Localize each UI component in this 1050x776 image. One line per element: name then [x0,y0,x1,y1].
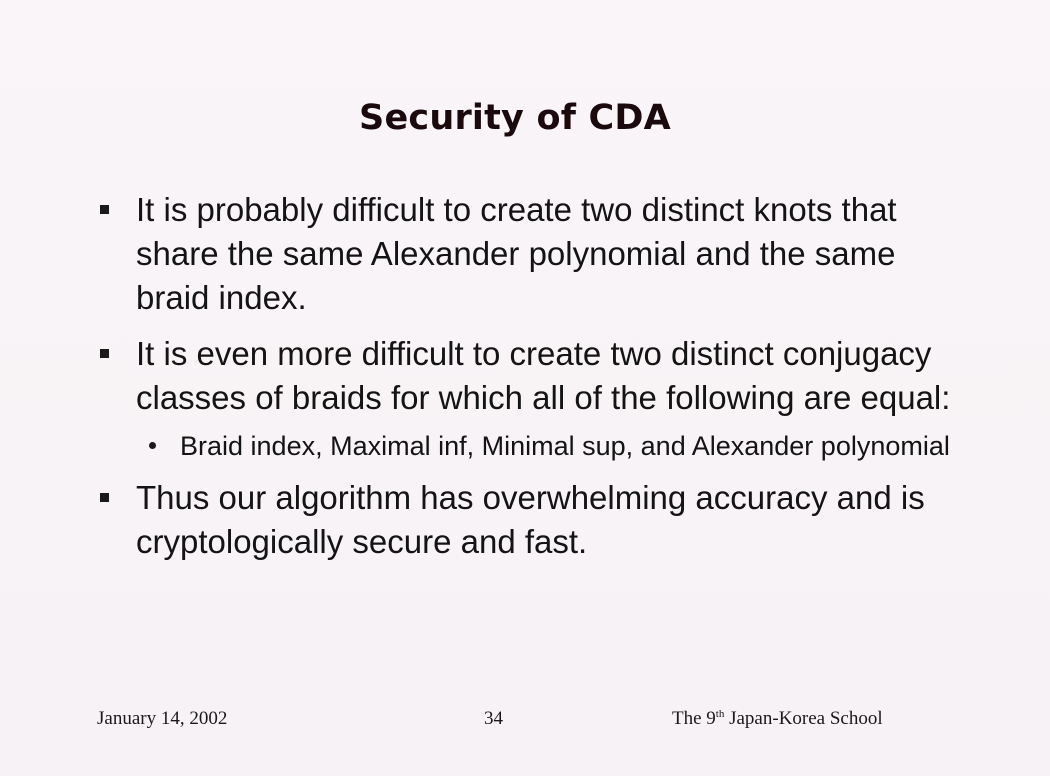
bullet-item [96,476,956,564]
square-bullet-icon [100,493,109,502]
bullet-text: It is even more difficult to create two distinct conjugacy classes of braids for which all of the following are equal: [136,335,951,416]
bullet-item [96,332,956,464]
footer-school-ordinal: th [715,708,725,720]
bullet-list [96,188,956,576]
slide-title: Security of CDA [359,98,671,138]
square-bullet-icon [100,349,109,358]
bullet-text: Thus our algorithm has overwhelming accuracy and is cryptologically secure and fast. [136,479,925,560]
footer-school [672,708,883,730]
sub-bullet-item [136,428,956,464]
sub-bullet-list [136,428,956,464]
footer-school-prefix: The 9 [672,708,716,729]
bullet-item [96,188,956,320]
bullet-text: It is probably difficult to create two distinct knots that share the same Alexander polynomial and the same braid index. [136,191,897,316]
footer-school-suffix: Japan-Korea School [724,708,883,729]
dot-bullet-icon [149,442,156,449]
footer-page-number: 34 [484,708,503,729]
footer-date: January 14, 2002 [97,708,228,729]
square-bullet-icon [100,205,109,214]
sub-bullet-text: Braid index, Maximal inf, Minimal sup, and Alexander polynomial [180,431,950,461]
